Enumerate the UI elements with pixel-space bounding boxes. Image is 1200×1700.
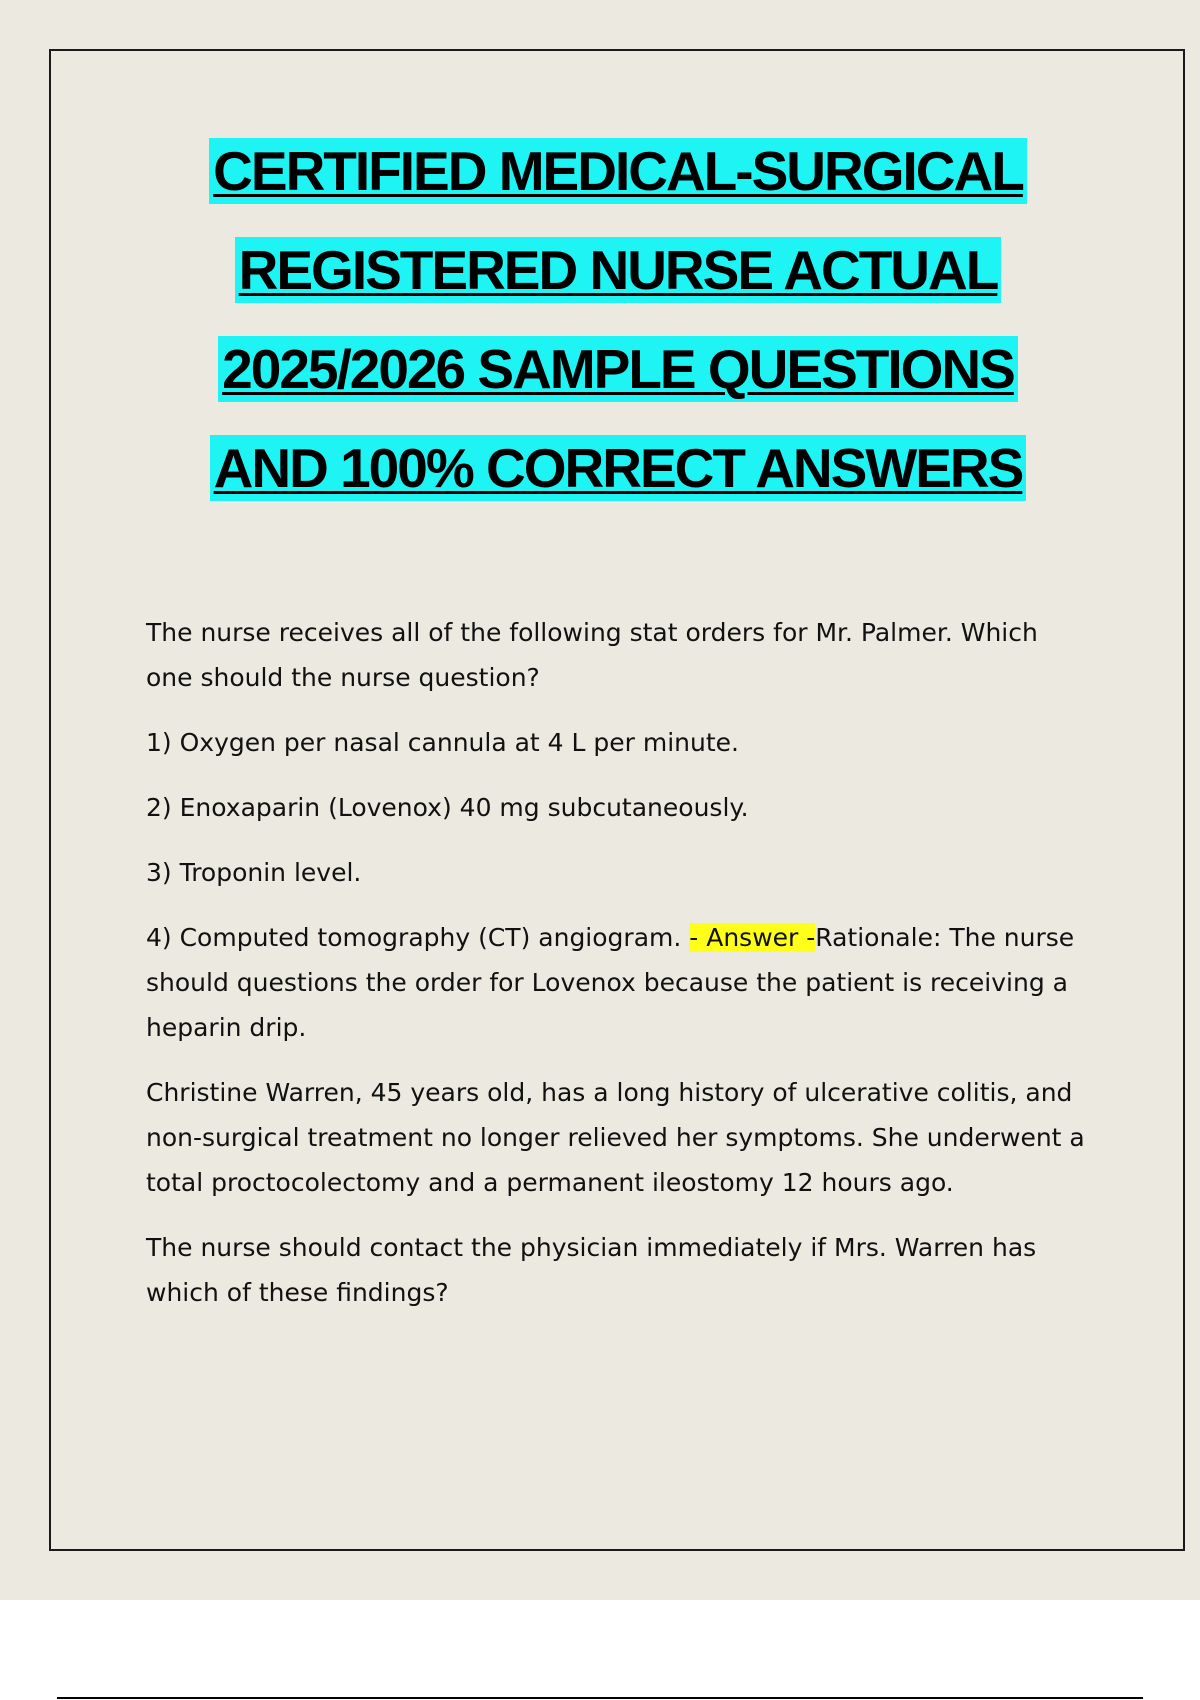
title-line-4 <box>0 433 1200 532</box>
page-divider-line <box>57 1697 1143 1699</box>
document-title <box>0 136 1200 532</box>
question-1-option-3: 3) Troponin level. <box>146 858 362 887</box>
question-1-option-4-with-answer <box>146 915 1086 1050</box>
title-line-3 <box>0 334 1200 433</box>
title-line-3-text: 2025/2026 SAMPLE QUESTIONS <box>218 336 1018 402</box>
title-line-2-text: REGISTERED NURSE ACTUAL <box>235 237 1002 303</box>
title-line-1 <box>0 136 1200 235</box>
question-1-option-1: 1) Oxygen per nasal cannula at 4 L per minute. <box>146 728 739 757</box>
title-line-1-text: CERTIFIED MEDICAL-SURGICAL <box>209 138 1027 204</box>
document-body <box>146 610 1086 1335</box>
question-1-stem: The nurse receives all of the following stat orders for Mr. Palmer. Which one should the nurse question? <box>146 618 1038 692</box>
question-1-option-2: 2) Enoxaparin (Lovenox) 40 mg subcutaneously. <box>146 793 749 822</box>
question-1-option-4: 4) Computed tomography (CT) angiogram. <box>146 923 690 952</box>
question-2-stem: The nurse should contact the physician immediately if Mrs. Warren has which of these findings? <box>146 1233 1037 1307</box>
title-line-4-text: AND 100% CORRECT ANSWERS <box>210 435 1027 501</box>
answer-marker: - Answer - <box>689 923 816 952</box>
question-1-rationale: Rationale: The nurse should questions the order for Lovenox because the patient is receiving a heparin drip. <box>146 923 1075 1042</box>
scenario-paragraph: Christine Warren, 45 years old, has a long history of ulcerative colitis, and non-surgical treatment no longer relieved her symptoms. She underwent a total proctocolectomy and a permanent ileostomy 12 hours ago. <box>146 1078 1085 1197</box>
title-line-2 <box>0 235 1200 334</box>
